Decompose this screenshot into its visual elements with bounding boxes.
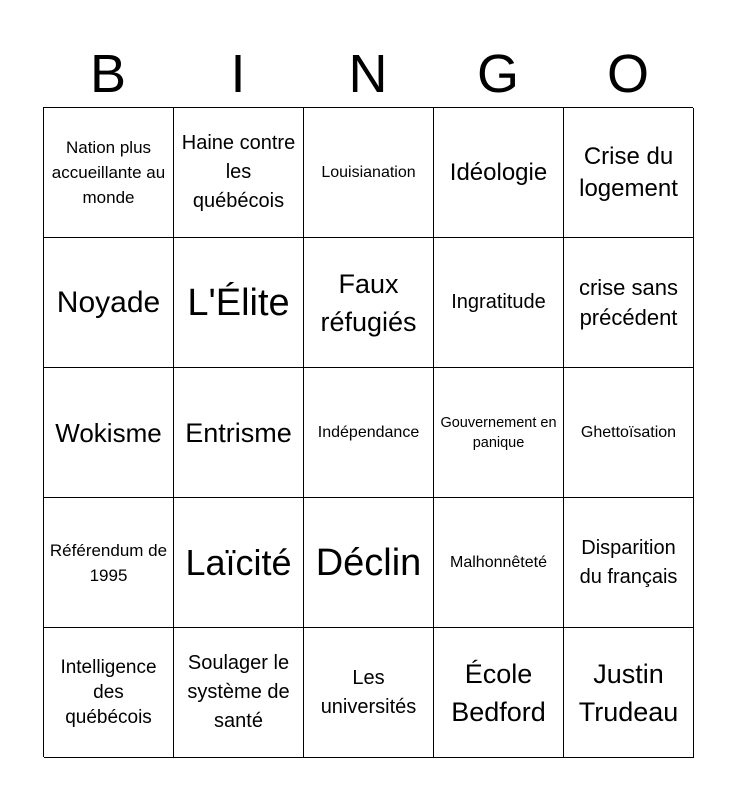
cell-label: Ingratitude (451, 291, 546, 313)
bingo-cell[interactable] (564, 628, 694, 758)
bingo-cell[interactable] (564, 368, 694, 498)
cell-label: Ghettoïsation (580, 424, 677, 441)
cell-label: Faux réfugiés (320, 268, 417, 337)
cell-label: Entrisme (185, 417, 292, 448)
bingo-cell[interactable] (44, 108, 174, 238)
cell-label: Déclin (315, 541, 422, 584)
cell-label: Justin Trudeau (578, 658, 679, 727)
cell-label: Les universités (320, 666, 417, 718)
bingo-cell[interactable] (174, 628, 304, 758)
cell-label: Crise du logement (579, 142, 678, 202)
bingo-cell[interactable] (434, 238, 564, 368)
cell-label: Intelligence des québécois (60, 657, 157, 728)
bingo-cell[interactable] (304, 498, 434, 628)
bingo-cell[interactable] (44, 238, 174, 368)
bingo-cell[interactable] (434, 108, 564, 238)
bingo-cell[interactable] (174, 238, 304, 368)
bingo-cell[interactable] (434, 628, 564, 758)
bingo-cell[interactable] (304, 628, 434, 758)
bingo-cell[interactable] (304, 368, 434, 498)
cell-label: Noyade (56, 285, 161, 319)
cell-label: Idéologie (449, 158, 548, 186)
cell-label: Nation plus accueillante au monde (51, 138, 166, 207)
bingo-cell[interactable] (564, 108, 694, 238)
cell-label: Wokisme (55, 417, 162, 448)
cell-label: École Bedford (451, 658, 546, 727)
bingo-grid (43, 107, 693, 757)
bingo-cell[interactable] (434, 368, 564, 498)
cell-label: Louisianation (321, 164, 416, 181)
bingo-cell[interactable] (564, 498, 694, 628)
bingo-cell[interactable] (564, 238, 694, 368)
cell-label: Disparition du français (579, 536, 678, 588)
header-letter-g: G (476, 44, 519, 104)
cell-label: L'Élite (187, 281, 290, 324)
bingo-cell[interactable] (304, 108, 434, 238)
header-letter-n: N (348, 44, 388, 104)
bingo-cell[interactable] (44, 498, 174, 628)
header-letter-i: I (230, 44, 246, 104)
cell-label: crise sans précédent (578, 274, 679, 330)
bingo-cell[interactable] (434, 498, 564, 628)
cell-label: Soulager le système de santé (187, 652, 290, 732)
header-letter-b: B (89, 44, 127, 104)
bingo-cell[interactable] (174, 498, 304, 628)
cell-label: Gouvernement en panique (440, 414, 557, 451)
cell-label: Indépendance (317, 424, 420, 441)
bingo-header (43, 40, 693, 108)
cell-label: Référendum de 1995 (49, 540, 168, 585)
cell-label: Malhonnêteté (450, 554, 547, 571)
cell-label: Haine contre les québécois (181, 132, 296, 212)
header-letter-o: O (606, 44, 649, 104)
bingo-cell[interactable] (44, 628, 174, 758)
bingo-cell[interactable] (174, 368, 304, 498)
cell-label: Laïcité (185, 541, 292, 583)
bingo-cell[interactable] (304, 238, 434, 368)
bingo-cell[interactable] (44, 368, 174, 498)
bingo-cell[interactable] (174, 108, 304, 238)
